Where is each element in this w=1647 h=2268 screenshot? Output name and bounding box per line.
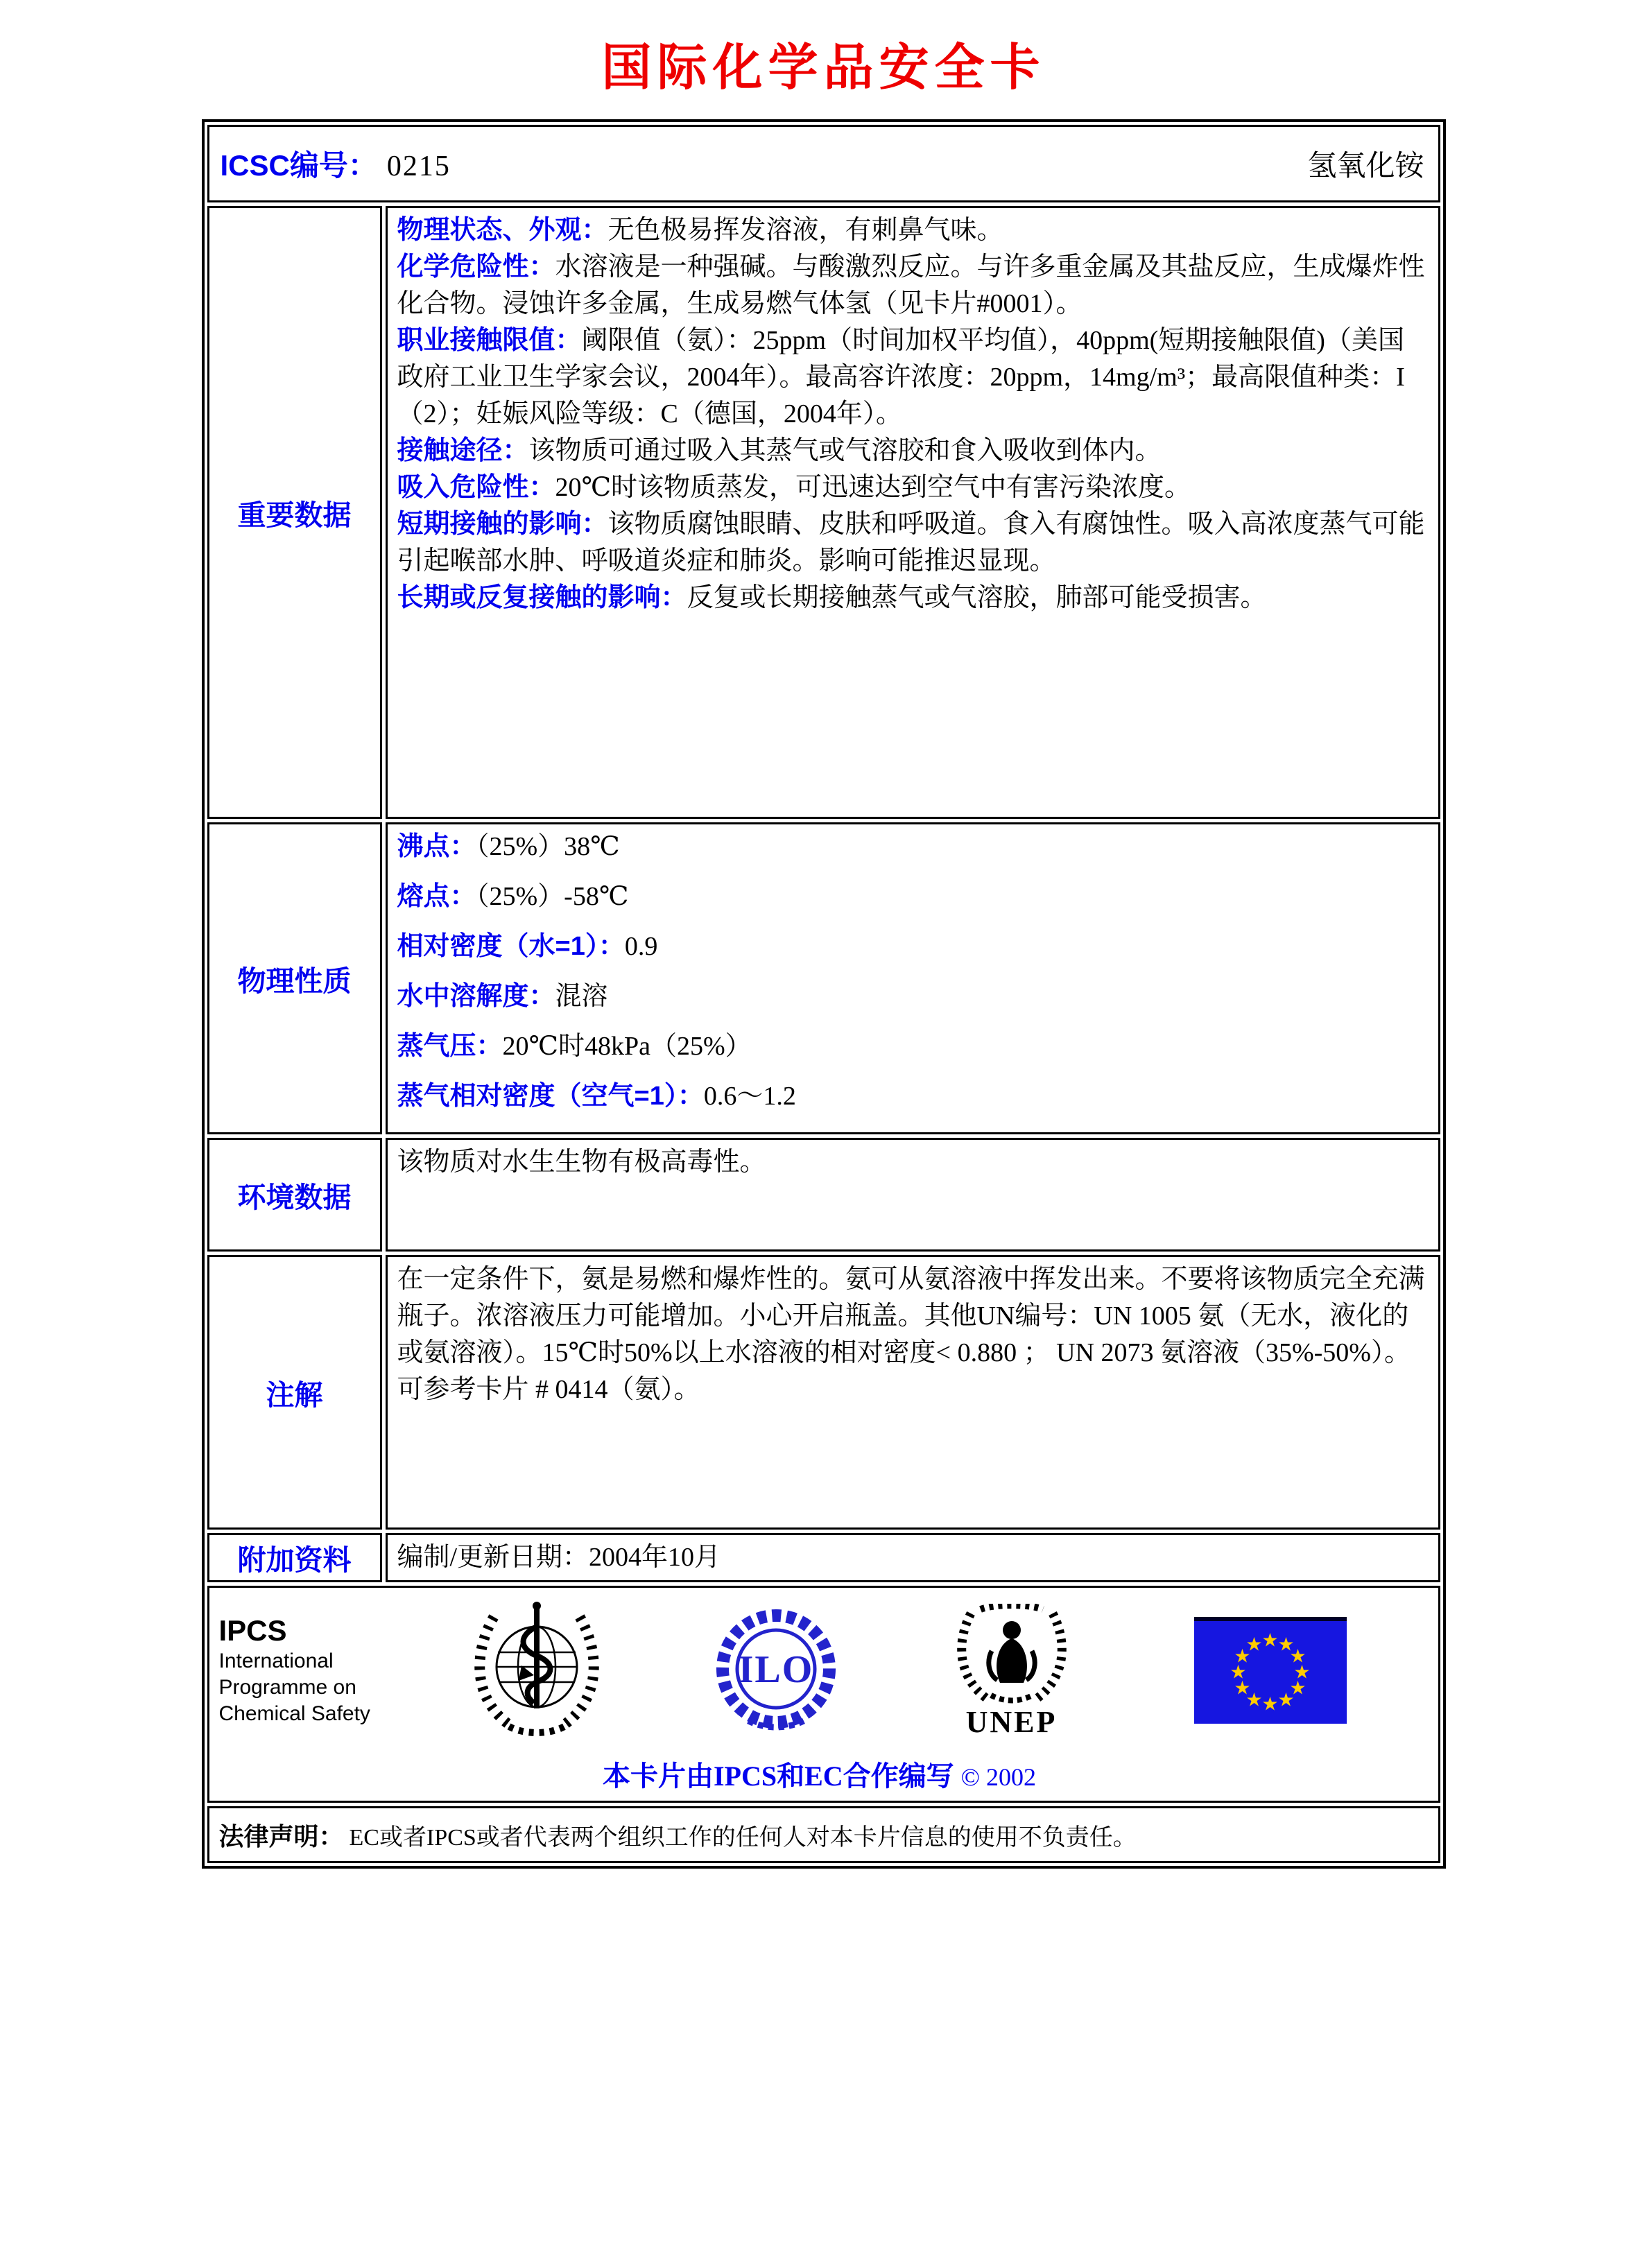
icsc-number-group	[221, 143, 451, 184]
logos-row	[207, 1586, 1440, 1803]
physical-item-boiling-point: 沸点：（25%）38℃	[397, 832, 620, 861]
legal-cell	[207, 1806, 1440, 1863]
icsc-number-label: ICSC编号：	[220, 149, 377, 182]
physical-item-vapor-pressure: 蒸气压：20℃时48kPa（25%）	[397, 1032, 752, 1061]
important-data-row-label: 重要数据	[207, 206, 382, 819]
important-data-row	[207, 206, 1440, 819]
physical-item-water-solubility: 水中溶解度：混溶	[397, 982, 608, 1011]
physical-item-melting-point: 熔点：（25%）-58℃	[397, 882, 629, 911]
important-item-exposure-routes: 接触途径：该物质可通过吸入其蒸气或气溶胶和食入吸收到体内。	[397, 436, 1162, 465]
physical-properties-row	[207, 822, 1440, 1134]
environment-data-content: 该物质对水生生物有极高毒性。	[386, 1138, 1440, 1252]
notes-row-label: 注解	[207, 1255, 382, 1530]
important-item-short-term-effects: 短期接触的影响：该物质腐蚀眼睛、皮肤和呼吸道。食入有腐蚀性。吸入高浓度蒸气可能引起喉部水肿、呼吸道炎症和肺炎。影响可能推迟显现。	[397, 510, 1425, 575]
ipcs-line-3: Chemical Safety	[218, 1702, 370, 1725]
important-item-exposure-limits: 职业接触限值：阈限值（氨）：25ppm（时间加权平均值），40ppm(短期接触限值)（美国政府工业卫生学家会议，2004年）。最高容许浓度：20ppm，14mg/m³；最高限值种类：I（2）；妊娠风险等级：C（德国，2004年）。	[397, 326, 1405, 429]
legal-label: 法律声明：	[218, 1821, 344, 1851]
logos-strip	[219, 1598, 1420, 1743]
ipcs-text-block	[219, 1613, 393, 1727]
cooperation-caption	[219, 1754, 1420, 1794]
legal-row	[207, 1806, 1440, 1863]
icsc-number-value: 0215	[386, 150, 451, 182]
ilo-logo-icon	[710, 1603, 842, 1738]
environment-data-row-label: 环境数据	[207, 1138, 382, 1252]
physical-item-relative-density: 相对密度（水=1）：0.9	[397, 932, 658, 961]
cooperation-caption-text: 本卡片由IPCS和EC合作编写	[602, 1760, 954, 1792]
important-data-content	[386, 206, 1440, 819]
additional-info-row-label: 附加资料	[207, 1533, 382, 1582]
physical-properties-row-label: 物理性质	[207, 822, 382, 1134]
who-logo-icon	[467, 1598, 606, 1743]
logos-cell	[207, 1586, 1440, 1803]
physical-properties-content	[386, 822, 1440, 1134]
ipcs-line-2: Programme on	[218, 1676, 356, 1699]
ipcs-acronym: IPCS	[218, 1614, 287, 1647]
important-item-inhalation-risk: 吸入危险性：20℃时该物质蒸发，可迅速达到空气中有害污染浓度。	[397, 473, 1191, 502]
additional-info-content: 编制/更新日期：2004年10月	[386, 1533, 1440, 1582]
unep-wordmark: UNEP	[965, 1704, 1058, 1739]
eu-flag-icon	[1194, 1617, 1347, 1724]
important-item-chemical-danger: 化学危险性：水溶液是一种强碱。与酸激烈反应。与许多重金属及其盐反应，生成爆炸性化合物。浸蚀许多金属，生成易燃气体氢（见卡片#0001）。	[397, 252, 1425, 318]
chemical-name: 氢氧化铵	[1307, 150, 1424, 182]
notes-content: 在一定条件下，氨是易燃和爆炸性的。氨可从氨溶液中挥发出来。不要将该物质完全充满瓶子。浓溶液压力可能增加。小心开启瓶盖。其他UN编号：UN 1005 氨（无水，液化的或氨溶液）。15℃时50%以上水溶液的相对密度< 0.880 ； UN 2073 氨溶液（35%-50%）。可参考卡片 # 0414（氨）。	[386, 1255, 1440, 1530]
legal-text: EC或者IPCS或者代表两个组织工作的任何人对本卡片信息的使用不负责任。	[349, 1824, 1137, 1851]
header-row	[207, 125, 1440, 202]
environment-data-row	[207, 1138, 1440, 1252]
header-cell	[207, 125, 1440, 202]
notes-row	[207, 1255, 1440, 1530]
page-title: 国际化学品安全卡	[601, 40, 1046, 96]
important-item-long-term-effects: 长期或反复接触的影响：反复或长期接触蒸气或气溶胶，肺部可能受损害。	[397, 583, 1267, 612]
unep-logo-icon	[953, 1604, 1071, 1738]
icsc-card-table	[202, 119, 1446, 1869]
additional-info-row	[207, 1533, 1440, 1582]
copyright-year: © 2002	[960, 1763, 1037, 1791]
physical-item-vapor-density: 蒸气相对密度（空气=1）：0.6～1.2	[397, 1082, 796, 1111]
important-item-appearance: 物理状态、外观：无色极易挥发溶液，有刺鼻气味。	[397, 216, 1003, 245]
svg-text:ILO: ILO	[738, 1647, 813, 1691]
ipcs-line-1: International	[218, 1650, 334, 1672]
